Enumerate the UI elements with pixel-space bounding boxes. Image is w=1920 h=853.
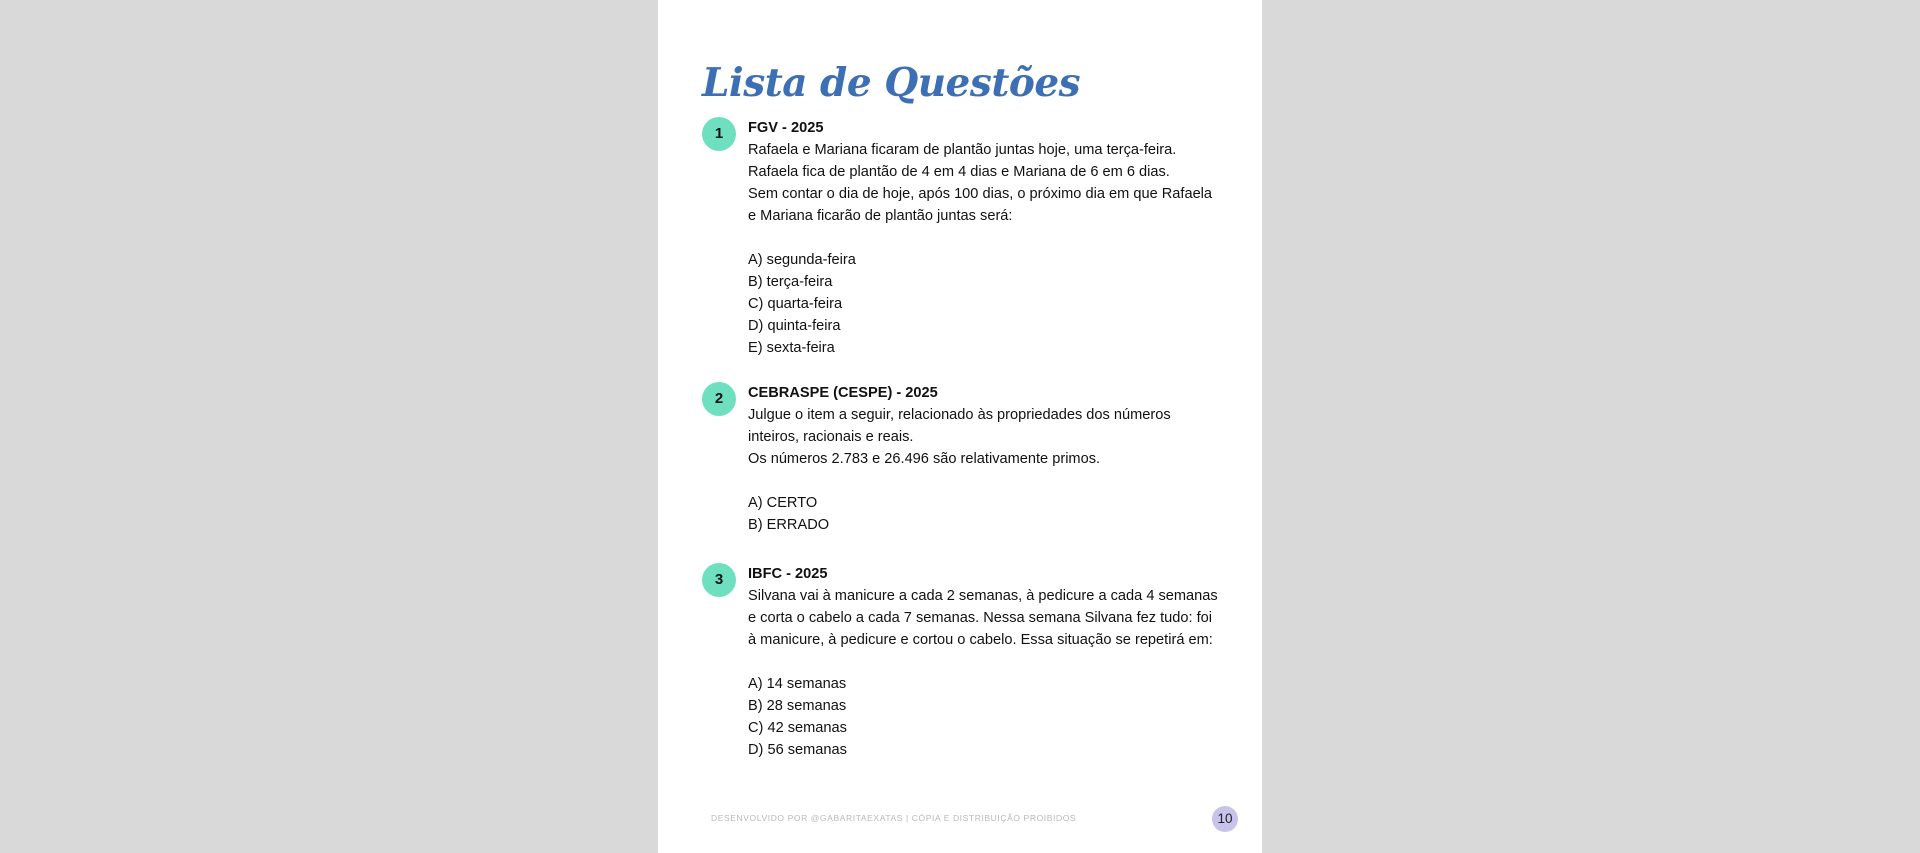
page-number-badge: 10 — [1212, 806, 1238, 832]
page-title: Lista de Questões — [702, 60, 1081, 106]
answer-option: A) 14 semanas — [748, 676, 847, 692]
question-statement-line: Rafaela fica de plantão de 4 em 4 dias e Mariana de 6 em 6 dias. — [748, 164, 1170, 180]
answer-option: B) ERRADO — [748, 517, 830, 533]
question-statement-line: e corta o cabelo a cada 7 semanas. Nessa semana Silvana fez tudo: foi — [748, 610, 1213, 626]
answer-option: B) 28 semanas — [748, 698, 847, 714]
footer-copyright: DESENVOLVIDO POR @GABARITAEXATAS | CÓPIA E DISTRIBUIÇÃO PROIBIDOS — [711, 813, 1077, 823]
question-source: FGV - 2025 — [748, 120, 824, 136]
spacer — [748, 470, 1242, 492]
question-statement-line: Rafaela e Mariana ficaram de plantão juntas hoje, uma terça-feira. — [748, 142, 1177, 158]
question-statement-line: à manicure, à pedicure e cortou o cabelo. Essa situação se repetirá em: — [748, 632, 1213, 648]
answer-option: A) segunda-feira — [748, 252, 856, 268]
question-body — [748, 117, 1242, 359]
question-source: IBFC - 2025 — [748, 566, 828, 582]
answer-option: C) 42 semanas — [748, 720, 847, 736]
answer-option: B) terça-feira — [748, 274, 833, 290]
answer-option: D) 56 semanas — [748, 742, 847, 758]
question-statement-line: Silvana vai à manicure a cada 2 semanas, à pedicure a cada 4 semanas — [748, 588, 1218, 604]
spacer — [748, 227, 1242, 249]
question-body — [748, 382, 1242, 536]
answer-option: D) quinta-feira — [748, 318, 841, 334]
question-number-badge: 1 — [702, 117, 736, 151]
question-statement-line: Julgue o item a seguir, relacionado às propriedades dos números — [748, 407, 1171, 423]
question-body — [748, 563, 1242, 761]
answer-option: C) quarta-feira — [748, 296, 843, 312]
question-number-badge: 3 — [702, 563, 736, 597]
question-source: CEBRASPE (CESPE) - 2025 — [748, 385, 938, 401]
question-statement-line: inteiros, racionais e reais. — [748, 429, 914, 445]
spacer — [748, 651, 1242, 673]
question-statement-line: Os números 2.783 e 26.496 são relativamente primos. — [748, 451, 1101, 467]
question-statement-line: e Mariana ficarão de plantão juntas será: — [748, 208, 1013, 224]
answer-option: A) CERTO — [748, 495, 818, 511]
question-statement-line: Sem contar o dia de hoje, após 100 dias, o próximo dia em que Rafaela — [748, 186, 1213, 202]
question-number-badge: 2 — [702, 382, 736, 416]
answer-option: E) sexta-feira — [748, 340, 835, 356]
document-page — [658, 0, 1262, 853]
